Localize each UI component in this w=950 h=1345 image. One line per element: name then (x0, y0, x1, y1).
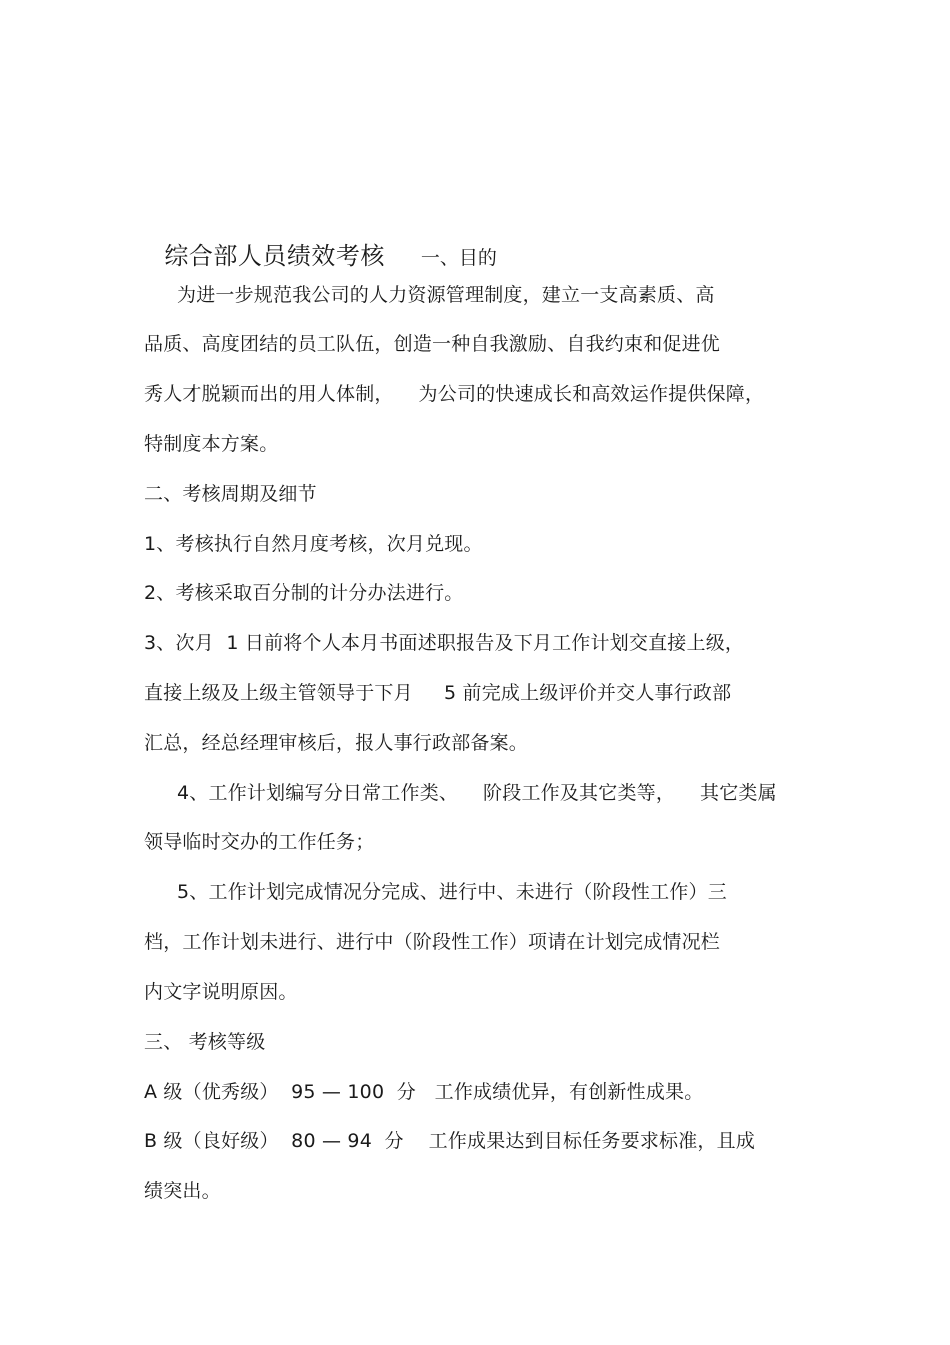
item-5-line: 档，工作计划未进行、进行中（阶段性工作）项请在计划完成情况栏 (144, 931, 721, 953)
item-3-line: 直接上级及上级主管领导于下月 5 前完成上级评价并交人事行政部 (144, 682, 732, 704)
purpose-line: 为进一步规范我公司的人力资源管理制度，建立一支高素质、高 (177, 284, 715, 306)
grade-b-line: 绩突出。 (144, 1180, 221, 1202)
purpose-line: 品质、高度团结的员工队伍，创造一种自我激励、自我约束和促进优 (144, 333, 721, 355)
purpose-line: 特制度本方案。 (144, 433, 279, 455)
grade-b-line: B 级（良好级） 80 — 94 分 工作成果达到目标任务要求标准，且成 (144, 1130, 756, 1152)
item-3-line: 汇总，经总经理审核后，报人事行政部备案。 (144, 732, 529, 754)
document-title: 综合部人员绩效考核 (164, 242, 385, 270)
section-1-heading: 一、目的 (420, 247, 497, 269)
item-3-line: 3、次月 1 日前将个人本月书面述职报告及下月工作计划交直接上级， (144, 632, 745, 654)
item-4-line: 领导临时交办的工作任务； (144, 831, 375, 853)
section-3-heading: 三、 考核等级 (144, 1031, 266, 1053)
item-1: 1、考核执行自然月度考核，次月兑现。 (144, 533, 483, 555)
purpose-line: 秀人才脱颖而出的用人体制， 为公司的快速成长和高效运作提供保障， (144, 383, 765, 405)
title-row (144, 222, 497, 292)
item-2: 2、考核采取百分制的计分办法进行。 (144, 582, 464, 604)
section-2-heading: 二、考核周期及细节 (144, 483, 317, 505)
item-5-line: 5、工作计划完成情况分完成、进行中、未进行（阶段性工作）三 (177, 881, 727, 903)
item-4-line: 4、工作计划编写分日常工作类、 阶段工作及其它类等， 其它类属 (177, 782, 777, 804)
item-5-line: 内文字说明原因。 (144, 981, 298, 1003)
grade-a: A 级（优秀级） 95 — 100 分 工作成绩优异，有创新性成果。 (144, 1081, 704, 1103)
